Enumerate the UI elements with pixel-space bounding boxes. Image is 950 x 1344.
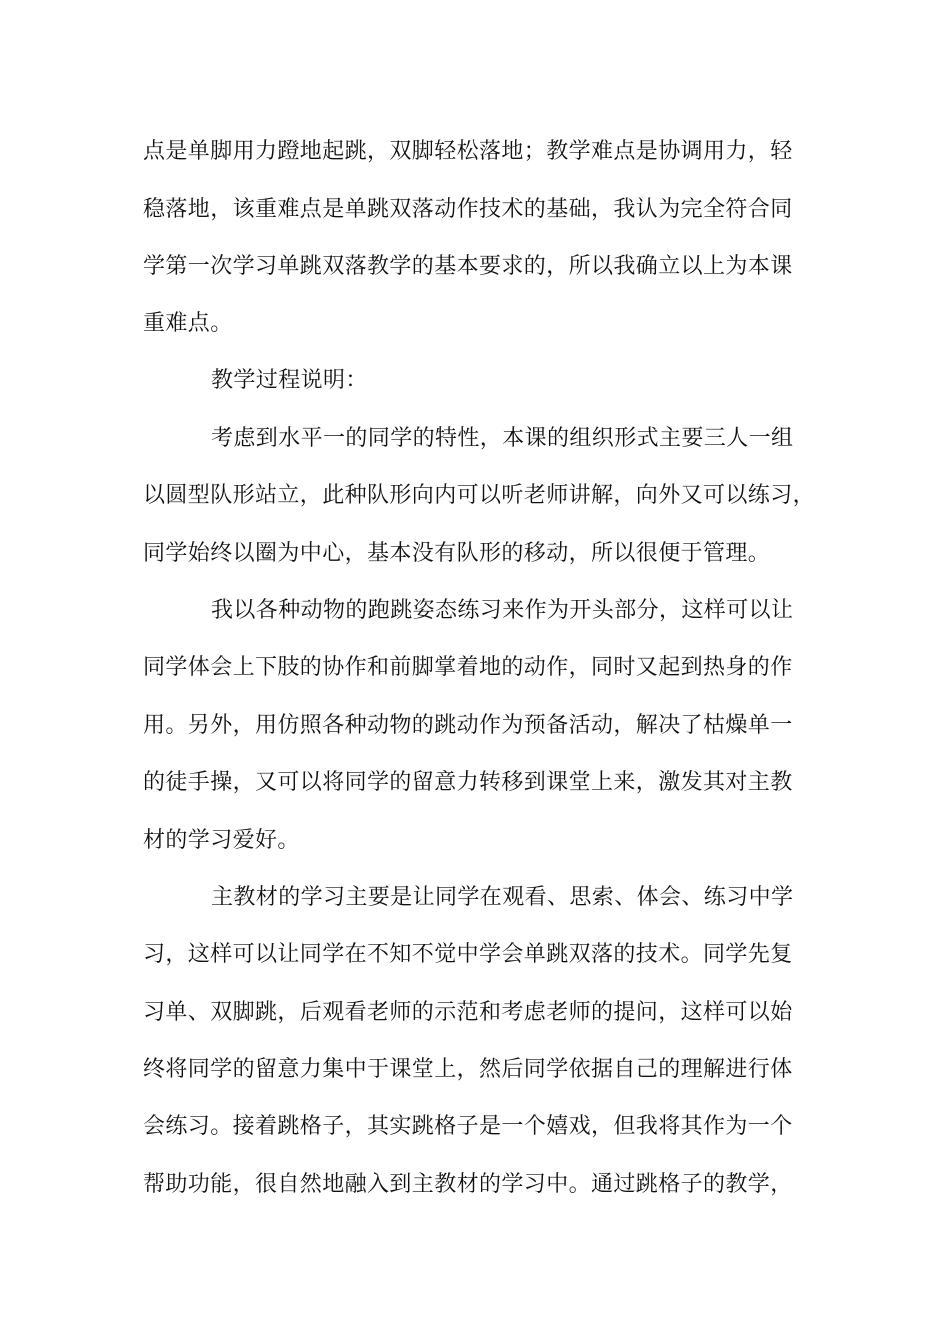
text-line: 同学始终以圈为中心，基本没有队形的移动，所以很便于管理。 bbox=[143, 541, 771, 566]
paragraph-first-line: 考虑到水平一的同学的特性，本课的组织形式主要三人一组 bbox=[211, 426, 794, 451]
text-line: 习单、双脚跳，后观看老师的示范和考虑老师的提问，这样可以始 bbox=[143, 1000, 793, 1025]
text-line: 的徒手操，又可以将同学的留意力转移到课堂上来，激发其对主教 bbox=[143, 770, 793, 795]
text-line: 用。另外，用仿照各种动物的跳动作为预备活动，解决了枯燥单一 bbox=[143, 713, 793, 738]
text-line: 同学体会上下肢的协作和前脚掌着地的动作，同时又起到热身的作 bbox=[143, 655, 793, 680]
text-line: 习，这样可以让同学在不知不觉中学会单跳双落的技术。同学先复 bbox=[143, 942, 793, 967]
text-line: 终将同学的留意力集中于课堂上，然后同学依据自己的理解进行体 bbox=[143, 1057, 793, 1082]
text-line: 点是单脚用力蹬地起跳，双脚轻松落地；教学难点是协调用力，轻 bbox=[143, 139, 793, 164]
text-line: 会练习。接着跳格子，其实跳格子是一个嬉戏，但我将其作为一个 bbox=[143, 1114, 793, 1139]
text-line: 重难点。 bbox=[143, 311, 233, 336]
paragraph-first-line: 主教材的学习主要是让同学在观看、思索、体会、练习中学 bbox=[211, 885, 794, 910]
text-line: 以圆型队形站立，此种队形向内可以听老师讲解，向外又可以练习， bbox=[143, 483, 816, 508]
text-line: 学第一次学习单跳双落教学的基本要求的，所以我确立以上为本课 bbox=[143, 254, 793, 279]
paragraph-first-line: 我以各种动物的跑跳姿态练习来作为开头部分，这样可以让 bbox=[211, 598, 794, 623]
text-line: 帮助功能，很自然地融入到主教材的学习中。通过跳格子的教学， bbox=[143, 1172, 793, 1197]
text-line: 稳落地，该重难点是单跳双落动作技术的基础，我认为完全符合同 bbox=[143, 197, 793, 222]
text-line: 材的学习爱好。 bbox=[143, 828, 300, 853]
section-heading: 教学过程说明： bbox=[211, 368, 368, 393]
